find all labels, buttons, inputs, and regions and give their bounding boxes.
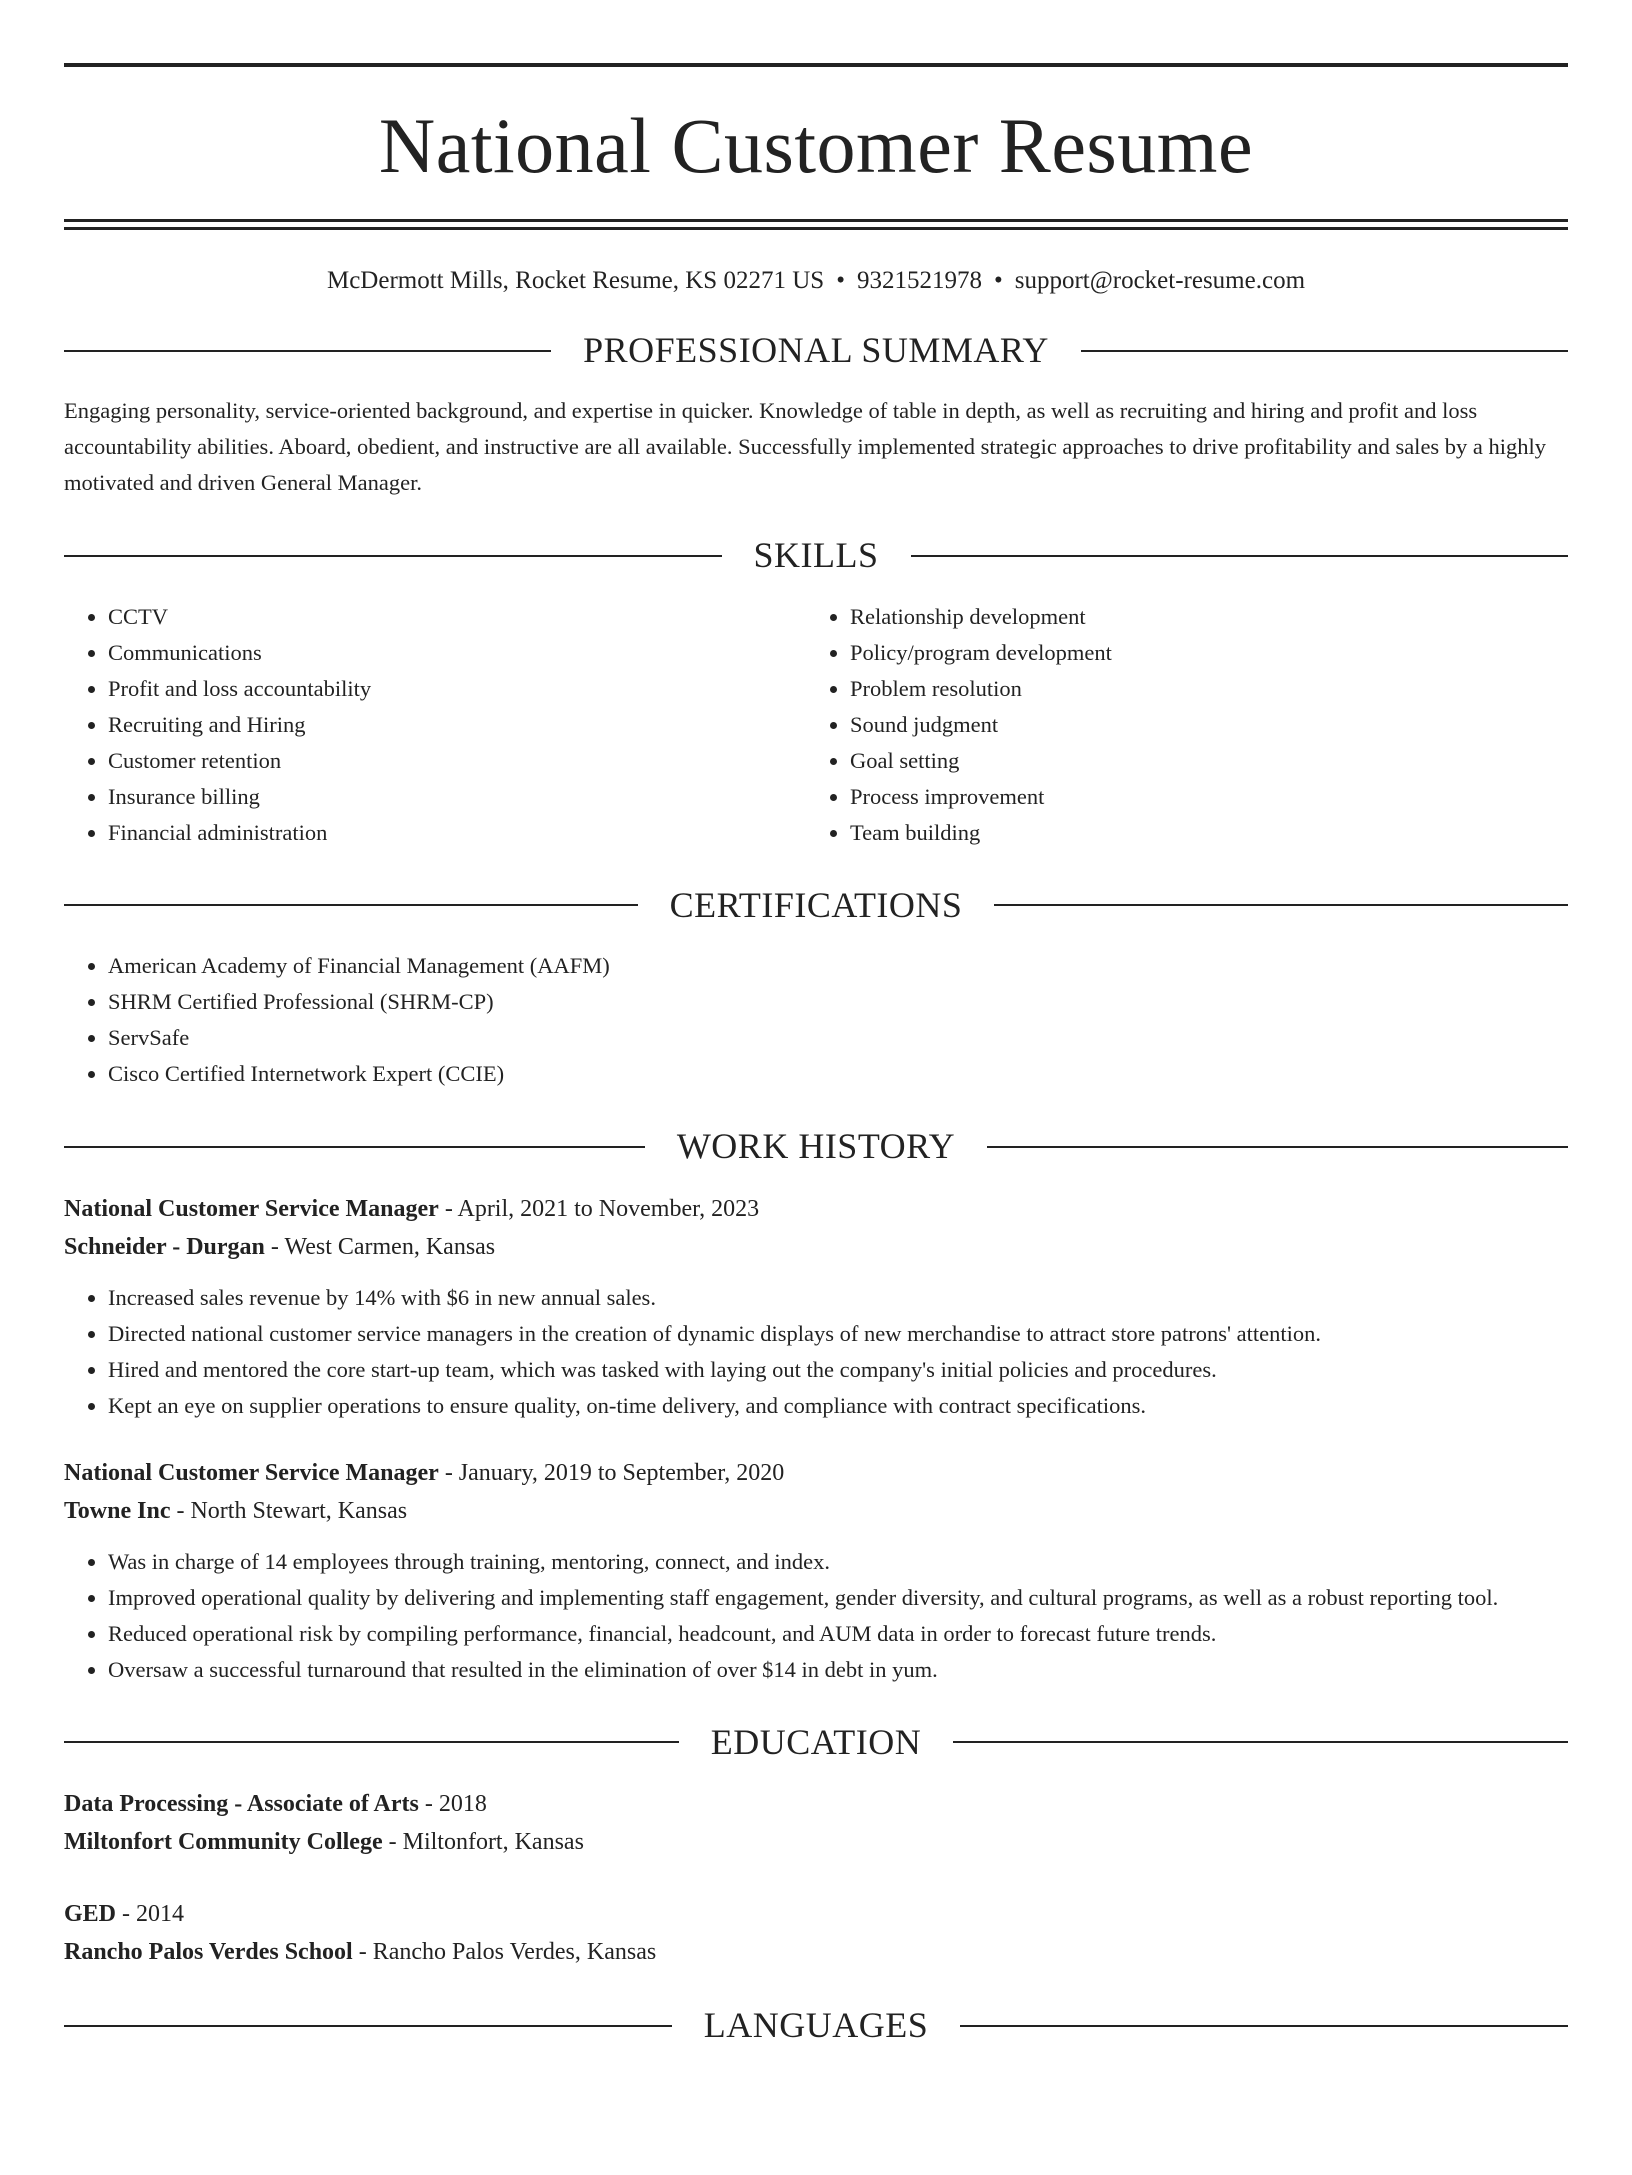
contact-address: McDermott Mills, Rocket Resume, KS 02271 US	[326, 267, 825, 294]
job-bullet: • Directed national customer service managers in the creation of dynamic displays of new merchandise to attract store patrons' attention.	[108, 1316, 1568, 1352]
education-entry	[64, 1785, 1568, 1861]
divider	[64, 1741, 679, 1743]
certification-item: • SHRM Certified Professional (SHRM-CP)	[108, 984, 1568, 1020]
contact-phone: 9321521978	[856, 267, 982, 294]
section-header-skills	[64, 535, 1568, 576]
resume-title: National Customer Resume	[378, 102, 1254, 189]
job-entry	[64, 1454, 1568, 1688]
job-dates: - April, 2021 to November, 2023	[438, 1195, 760, 1222]
section-title: SKILLS	[753, 535, 879, 576]
education-school: Miltonfort Community College	[64, 1828, 383, 1855]
divider	[994, 904, 1568, 906]
skill-item: • Relationship development	[850, 599, 1548, 635]
skill-item: • CCTV	[108, 599, 806, 635]
job-bullet: • Hired and mentored the core start-up team, which was tasked with laying out the company's initial policies and procedures.	[108, 1352, 1568, 1388]
job-entry	[64, 1190, 1568, 1424]
job-title: National Customer Service Manager	[64, 1459, 439, 1486]
contact-line	[64, 266, 1568, 296]
job-bullet: • Oversaw a successful turnaround that resulted in the elimination of over $14 in debt in yum.	[108, 1652, 1568, 1688]
certification-item: • American Academy of Financial Management (AAFM)	[108, 948, 1568, 984]
divider	[64, 350, 551, 352]
section-header-summary	[64, 330, 1568, 371]
education-school: Rancho Palos Verdes School	[64, 1938, 353, 1965]
education-degree-line	[64, 1895, 1568, 1933]
education-degree: Data Processing - Associate of Arts	[64, 1790, 419, 1817]
section-title: LANGUAGES	[703, 2004, 929, 2045]
job-location: - West Carmen, Kansas	[264, 1233, 496, 1260]
skills-column-right	[806, 599, 1548, 851]
job-dates: - January, 2019 to September, 2020	[438, 1459, 785, 1486]
education-location: - Rancho Palos Verdes, Kansas	[352, 1938, 657, 1965]
job-bullet: • Reduced operational risk by compiling performance, financial, headcount, and AUM data in order to forecast future trends.	[108, 1616, 1568, 1652]
section-header-work	[64, 1126, 1568, 1167]
skill-item: • Financial administration	[108, 815, 806, 851]
job-title-line	[64, 1190, 1568, 1228]
contact-separator: •	[836, 267, 845, 294]
divider	[64, 2025, 672, 2027]
job-bullet: • Was in charge of 14 employees through training, mentoring, connect, and index.	[108, 1544, 1568, 1580]
skill-item: • Goal setting	[850, 743, 1548, 779]
divider	[960, 2025, 1568, 2027]
job-title: National Customer Service Manager	[64, 1195, 439, 1222]
job-bullet: • Kept an eye on supplier operations to ensure quality, on-time delivery, and compliance with contract specifications.	[108, 1388, 1568, 1424]
job-location: - North Stewart, Kansas	[170, 1497, 408, 1524]
job-company-line	[64, 1228, 1568, 1266]
certifications-list	[64, 948, 1568, 1092]
education-degree-line	[64, 1785, 1568, 1823]
divider	[64, 904, 638, 906]
skill-item: • Sound judgment	[850, 707, 1548, 743]
section-title: EDUCATION	[710, 1721, 922, 1762]
skill-item: • Profit and loss accountability	[108, 671, 806, 707]
skill-item: • Policy/program development	[850, 635, 1548, 671]
summary-text: Engaging personality, service-oriented background, and expertise in quicker. Knowledge of table in depth, as well as recruiting and hiring and profit and loss accountability abilities. Aboard, obedient, and instructive are all available. Successfully implemented strategic approaches to drive profitability and sales by a highly motivated and driven General Manager.	[64, 398, 1547, 496]
skills-column-left	[64, 599, 806, 851]
contact-separator: •	[993, 267, 1003, 294]
top-rule	[64, 63, 1568, 67]
section-title: CERTIFICATIONS	[669, 884, 963, 925]
skill-item: • Customer retention	[108, 743, 806, 779]
section-title: PROFESSIONAL SUMMARY	[583, 330, 1049, 370]
divider	[987, 1146, 1568, 1148]
skill-item: • Team building	[850, 815, 1548, 851]
skills-list	[64, 599, 1568, 851]
education-school-line	[64, 1823, 1568, 1861]
education-school-line	[64, 1933, 1568, 1971]
education-degree: GED	[64, 1900, 117, 1927]
education-entry	[64, 1895, 1568, 1971]
skill-item: • Problem resolution	[850, 671, 1548, 707]
skill-item: • Process improvement	[850, 779, 1548, 815]
divider	[64, 555, 722, 557]
job-company: Towne Inc	[64, 1497, 171, 1524]
divider	[64, 1146, 645, 1148]
section-title: WORK HISTORY	[676, 1126, 956, 1167]
job-bullet: • Improved operational quality by delivering and implementing staff engagement, gender diversity, and cultural programs, as well as a robust reporting tool.	[108, 1580, 1568, 1616]
job-bullet: • Increased sales revenue by 14% with $6 in new annual sales.	[108, 1280, 1568, 1316]
contact-email[interactable]: support@rocket-resume.com	[1014, 267, 1306, 294]
divider	[1081, 350, 1568, 352]
job-company: Schneider - Durgan	[64, 1233, 265, 1260]
job-company-line	[64, 1492, 1568, 1530]
section-header-certifications	[64, 885, 1568, 926]
skill-item: • Communications	[108, 635, 806, 671]
certification-item: • ServSafe	[108, 1020, 1568, 1056]
section-header-education	[64, 1722, 1568, 1763]
education-year: - 2014	[116, 1900, 185, 1927]
divider	[911, 555, 1569, 557]
resume-page	[0, 63, 1632, 2175]
education-location: - Miltonfort, Kansas	[382, 1828, 584, 1855]
education-year: - 2018	[418, 1790, 487, 1817]
title-double-rule	[64, 219, 1568, 230]
certification-item: • Cisco Certified Internetwork Expert (CCIE)	[108, 1056, 1568, 1092]
section-header-languages	[64, 2005, 1568, 2046]
divider	[953, 1741, 1568, 1743]
skill-item: • Recruiting and Hiring	[108, 707, 806, 743]
skill-item: • Insurance billing	[108, 779, 806, 815]
job-title-line	[64, 1454, 1568, 1492]
